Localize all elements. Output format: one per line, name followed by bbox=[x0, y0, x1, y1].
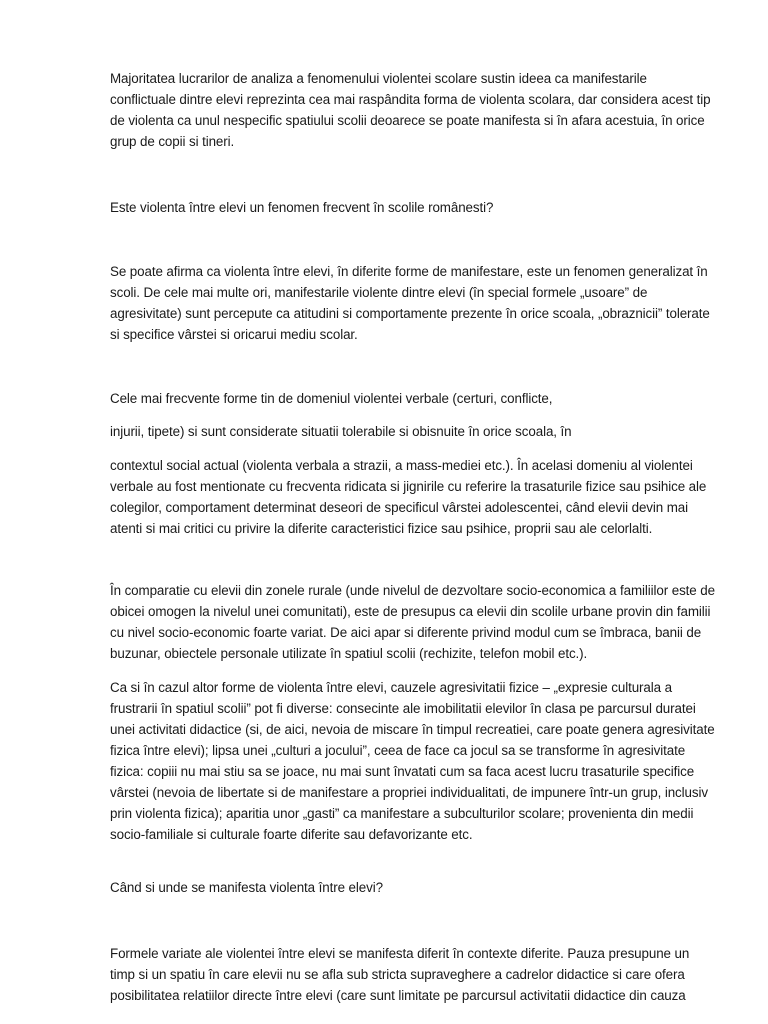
paragraph-physical-line-3: unei activitati didactice (si, de aici, nevoia de miscare în timpul recreatiei, care poate genera agresivitate bbox=[110, 722, 715, 737]
paragraph-physical-line-6: vârstei (nevoia de libertate si de manifestare a propriei individualitati, de impunere într-un grup, inclusiv bbox=[110, 785, 708, 800]
paragraph-physical-line-2: frustrarii în spatiul scolii” pot fi diverse: consecinte ale imobilitatii elevilor în clasa pe parcursul duratei bbox=[110, 701, 696, 716]
paragraph-verbal-1: Cele mai frecvente forme tin de domeniul violentei verbale (certuri, conflicte, bbox=[110, 391, 553, 406]
paragraph-verbal-2: injurii, tipete) si sunt considerate situatii tolerabile si obisnuite în orice scoala, în bbox=[110, 424, 572, 439]
paragraph-intro-line-4: grup de copii si tineri. bbox=[110, 134, 235, 149]
paragraph-physical-line-5: fizica: copiii nu mai stiu sa se joace, nu mai sunt învatati cum sa faca acest lucru trasaturile specifice bbox=[110, 764, 695, 779]
paragraph-rural-urban-line-4: buzunar, obiectele personale utilizate în spatiul scolii (rechizite, telefon mobil etc.). bbox=[110, 646, 588, 661]
paragraph-verbal-3-line-3: colegilor, comportament determinat deseori de specificul vârstei adolescentei, când elevii devin mai bbox=[110, 500, 689, 515]
question-heading-1: Este violenta între elevi un fenomen frecvent în scolile românesti? bbox=[110, 200, 494, 215]
paragraph-intro-line-3: de violenta ca unul nespecific spatiului scolii deoarece se poate manifesta si în afara acestuia, în orice bbox=[110, 113, 705, 128]
paragraph-physical-line-8: socio-familiale si culturale foarte diferite sau defavorizante etc. bbox=[110, 827, 473, 842]
paragraph-answer-2-line-1: Formele variate ale violentei între elevi se manifesta diferit în contexte diferite. Pauza presupune un bbox=[110, 946, 690, 961]
paragraph-verbal-3-line-2: verbale au fost mentionate cu frecventa ridicata si jignirile cu referire la trasaturile fizice sau psihice ale bbox=[110, 479, 707, 494]
paragraph-verbal-3-line-4: atenti si mai critici cu privire la diferite caracteristici fizice sau psihice, proprii sau ale celorlalti. bbox=[110, 521, 653, 536]
paragraph-answer-1-line-3: agresivitate) sunt percepute ca atitudini si comportamente prezente în orice scoala, „obraznicii” tolerate bbox=[110, 306, 710, 321]
paragraph-physical-line-4: fizica între elevi); lipsa unei „culturi a jocului”, ceea de face ca jocul sa se transforme în agresivitate bbox=[110, 743, 686, 758]
paragraph-rural-urban-line-3: cu nivel socio-economic foarte variat. De aici apar si diferente privind modul cum se îmbraca, banii de bbox=[110, 625, 702, 640]
paragraph-answer-2-line-2: timp si un spatiu în care elevii nu se afla sub stricta supraveghere a cadrelor didactice si care ofera bbox=[110, 967, 685, 982]
paragraph-answer-1-line-1: Se poate afirma ca violenta între elevi, în diferite forme de manifestare, este un fenomen generalizat în bbox=[110, 264, 708, 279]
paragraph-answer-1-line-4: si specifice vârstei si oricarui mediu scolar. bbox=[110, 327, 358, 342]
paragraph-intro-line-2: conflictuale dintre elevi reprezinta cea mai raspândita forma de violenta scolara, dar considera acest tip bbox=[110, 92, 711, 107]
paragraph-rural-urban-line-1: În comparatie cu elevii din zonele rurale (unde nivelul de dezvoltare socio-economica a familiilor este de bbox=[110, 583, 715, 598]
paragraph-physical-line-1: Ca si în cazul altor forme de violenta între elevi, cauzele agresivitatii fizice – „expresie culturala a bbox=[110, 680, 672, 695]
paragraph-answer-1-line-2: scoli. De cele mai multe ori, manifestarile violente dintre elevi (în special formele „usoare” de bbox=[110, 285, 648, 300]
paragraph-answer-2-line-3: posibilitatea relatiilor directe între elevi (care sunt limitate pe parcursul activitatii didactice din cauza bbox=[110, 988, 686, 1003]
paragraph-rural-urban-line-2: obicei omogen la nivelul unei comunitati), este de presupus ca elevii din scolile urbane provin din familii bbox=[110, 604, 711, 619]
question-heading-2: Când si unde se manifesta violenta între elevi? bbox=[110, 880, 383, 895]
paragraph-verbal-3-line-1: contextul social actual (violenta verbala a strazii, a mass-mediei etc.). În acelasi domeniu al violentei bbox=[110, 458, 693, 473]
paragraph-physical-line-7: prin violenta fizica); aparitia unor „gasti” ca manifestare a subculturilor scolare; provenienta din medii bbox=[110, 806, 694, 821]
paragraph-intro-line-1: Majoritatea lucrarilor de analiza a fenomenului violentei scolare sustin ideea ca manifestarile bbox=[110, 71, 647, 86]
